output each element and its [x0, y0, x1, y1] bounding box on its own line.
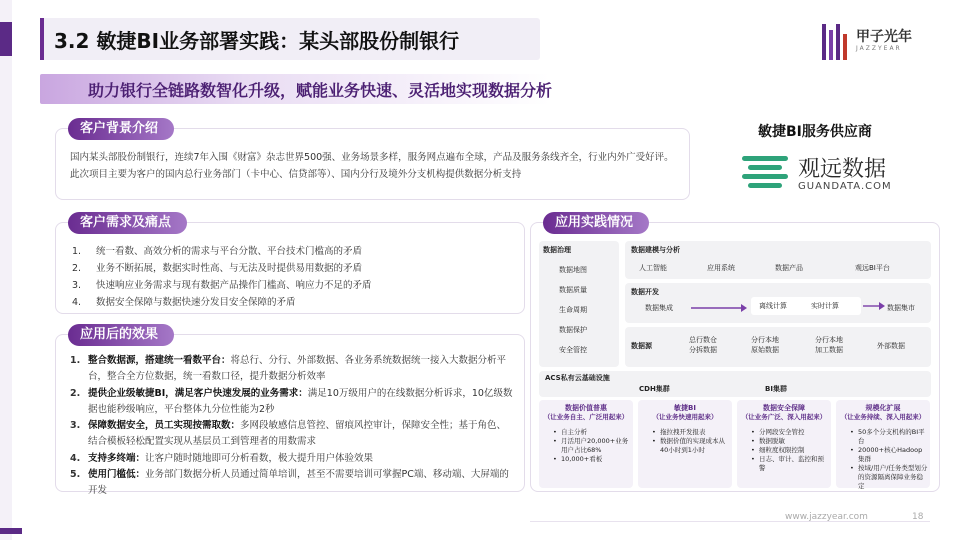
source-item: 外部数据 [877, 342, 905, 350]
effect-text: 业务部门数据分析人员通过简单培训，甚至不需要培训可掌握PC端、移动端、大屏端的开发 [88, 469, 509, 497]
background-section [55, 121, 690, 200]
list-item [70, 386, 515, 419]
needs-list [72, 243, 372, 311]
effect-bold: 保障数据安全，员工实现按需取数： [88, 420, 241, 432]
card-title: 敏捷BI [674, 404, 696, 412]
list-item: • 数据价值的实现成本从40小时到1小时 [652, 437, 730, 455]
vendor-domain: GUANDATA.COM [798, 181, 892, 192]
modeling-item: 观远BI平台 [855, 264, 890, 272]
source-box [625, 327, 931, 367]
effect-bold: 支持多终端： [88, 452, 146, 464]
dev-mart: 数据集市 [887, 304, 915, 312]
vendor-logo [742, 150, 912, 200]
list-item [70, 451, 515, 467]
title-bar [40, 18, 540, 60]
governance-item: 数据地图 [559, 266, 587, 274]
needs-heading: 客户需求及痛点 [68, 212, 187, 234]
card-subtitle: （让业务自主、广泛用起来） [543, 413, 629, 421]
list-item: • 分网段安全管控 [751, 428, 829, 437]
effect-bold: 提供企业级敏捷BI，满足客户快速发展的业务需求： [88, 387, 308, 399]
infra-bi: BI集群 [765, 385, 787, 393]
effect-text: 多网段敏感信息管控、留痕风控审计，保障安全性；基于角色、结合模板轻松配置实现从基层员工到管理者的用数需求 [88, 420, 507, 448]
card-list [751, 428, 829, 473]
list-text: 业务不断拓展，数据实时性高、与无法及时提供易用数据的矛盾 [96, 263, 363, 274]
jazzyear-logo-icon [820, 22, 850, 62]
effects-list [70, 353, 515, 500]
list-item [72, 294, 372, 311]
source-item: 分行本地 原始数据 [751, 336, 779, 354]
infra-title: ACS私有云基础设施 [545, 374, 610, 382]
list-number: 2. [72, 263, 82, 274]
modeling-box [625, 241, 931, 279]
jazzyear-logo [820, 18, 920, 68]
effect-bold: 使用门槛低： [88, 469, 146, 481]
left-decor-tick [0, 22, 12, 56]
footer-divider [530, 521, 930, 522]
list-item: • 10,000+看板 [553, 455, 631, 464]
effects-section [55, 327, 525, 497]
effect-text: 满足10万级用户的在线数据分析诉求，10亿级数据也能秒级响应，平台整体九分位性能为2秒 [88, 387, 513, 415]
architecture-diagram [539, 239, 931, 399]
list-number: 3. [70, 420, 81, 432]
governance-title: 数据治理 [543, 246, 571, 254]
footer-url: www.jazzyear.com [785, 512, 868, 522]
logo-name: 甲子光年 [856, 29, 912, 45]
vendor-title: 敏捷BI服务供应商 [758, 124, 872, 140]
effect-text: 让客户随时随地即可分析看数，极大提升用户体验效果 [145, 452, 374, 464]
governance-item: 生命周期 [559, 306, 587, 314]
governance-box [539, 241, 619, 367]
list-item: • 50多个分支机构的BI平台 [850, 428, 928, 446]
logo-sub: JAZZYEAR [856, 45, 902, 52]
list-number: 4. [72, 297, 82, 308]
page-subtitle: 助力银行全链路数智化升级，赋能业务快速、灵活地实现数据分析 [88, 81, 553, 100]
list-number: 2. [70, 387, 81, 399]
value-cards [539, 400, 931, 488]
value-card [638, 400, 732, 488]
list-item [70, 353, 515, 386]
bottom-decor-bar [0, 528, 22, 534]
list-item: • 20000+核心Hadoop集群 [850, 446, 928, 464]
card-list [553, 428, 631, 464]
infra-box [539, 371, 931, 397]
source-title: 数据源 [631, 342, 652, 350]
list-item: • 数据脱敏 [751, 437, 829, 446]
subtitle-band [40, 74, 720, 104]
effect-bold: 整合数据源，搭建统一看数平台： [88, 355, 231, 366]
arrow-right-icon [863, 301, 885, 311]
list-number: 3. [72, 280, 82, 291]
practice-heading: 应用实践情况 [543, 212, 649, 234]
card-title: 规模化扩展 [865, 404, 901, 412]
list-text: 快速响应业务需求与现有数据产品操作门槛高、响应力不足的矛盾 [96, 280, 372, 291]
page-title: 3.2 敏捷BI业务部署实践：某头部股份制银行 [54, 29, 460, 53]
card-subtitle: （让业务广泛、深入用起来） [741, 413, 827, 421]
card-title: 数据安全保障 [763, 404, 805, 412]
card-subtitle: （让业务快速用起来） [652, 413, 718, 421]
list-item [70, 418, 515, 451]
list-item [72, 243, 372, 260]
list-text: 数据安全保障与数据快速分发目安全保障的矛盾 [96, 297, 296, 308]
list-item [72, 260, 372, 277]
card-subtitle: （让业务持续、深入用起来） [840, 413, 926, 421]
list-number: 1. [72, 246, 82, 257]
background-heading: 客户背景介绍 [68, 118, 174, 140]
list-item [70, 467, 515, 500]
list-number: 4. [70, 452, 81, 464]
value-card [539, 400, 633, 488]
list-item: • 日志、审计、监控和预警 [751, 455, 829, 473]
list-item: • 自主分析 [553, 428, 631, 437]
list-number: 5. [70, 469, 81, 481]
list-number: 1. [70, 355, 81, 366]
value-card [737, 400, 831, 488]
source-item: 总行数仓 分拆数据 [689, 336, 717, 354]
value-card [836, 400, 930, 488]
list-item [72, 277, 372, 294]
dev-title: 数据开发 [631, 288, 659, 296]
effects-heading: 应用后的效果 [68, 324, 174, 346]
guandata-logo-icon [742, 154, 788, 194]
modeling-item: 人工智能 [639, 264, 667, 272]
infra-cdh: CDH集群 [639, 385, 670, 393]
modeling-item: 数据产品 [775, 264, 803, 272]
page-number: 18 [912, 512, 924, 522]
modeling-title: 数据建模与分析 [631, 246, 680, 254]
arrow-right-icon [691, 303, 747, 313]
list-item: • 按域/用户/任务类型划分的资源隔离保障业务稳定 [850, 464, 928, 491]
governance-item: 数据保护 [559, 326, 587, 334]
title-accent [40, 18, 44, 60]
needs-section [55, 215, 525, 314]
governance-item: 安全管控 [559, 346, 587, 354]
list-item: • 拖拉拽开发报表 [652, 428, 730, 437]
dev-box [625, 283, 931, 323]
modeling-item: 应用系统 [707, 264, 735, 272]
background-text: 国内某头部股份制银行，连续7年入围《财富》杂志世界500强、业务场景多样，服务网点遍布全球，产品及服务条线齐全，行业内外广受好评。此次项目主要为客户的国内总行业务部门（卡中心、信贷部等）、国内分行及境外分支机构提供数据分析支持 [70, 152, 674, 180]
source-item: 分行本地 加工数据 [815, 336, 843, 354]
vendor-name: 观远数据 [798, 157, 887, 182]
dev-offline: 离线计算 [759, 302, 787, 310]
practice-section [530, 215, 940, 492]
left-decor-bar [0, 0, 12, 540]
card-title: 数据价值普惠 [565, 404, 607, 412]
effect-text: 将总行、分行、外部数据、各业务系统数据统一接入大数据分析平台，整合全方位数据，统一看数口径，提升数据分析效率 [88, 355, 507, 383]
list-item: • 细粒度权限控制 [751, 446, 829, 455]
list-text: 统一看数、高效分析的需求与平台分散、平台技术门槛高的矛盾 [96, 246, 363, 257]
dev-realtime: 实时计算 [811, 302, 839, 310]
card-list [652, 428, 730, 455]
dev-integration: 数据集成 [645, 304, 673, 312]
card-list [850, 428, 928, 491]
governance-item: 数据质量 [559, 286, 587, 294]
list-item: • 月活用户20,000+业务用户占比68% [553, 437, 631, 455]
